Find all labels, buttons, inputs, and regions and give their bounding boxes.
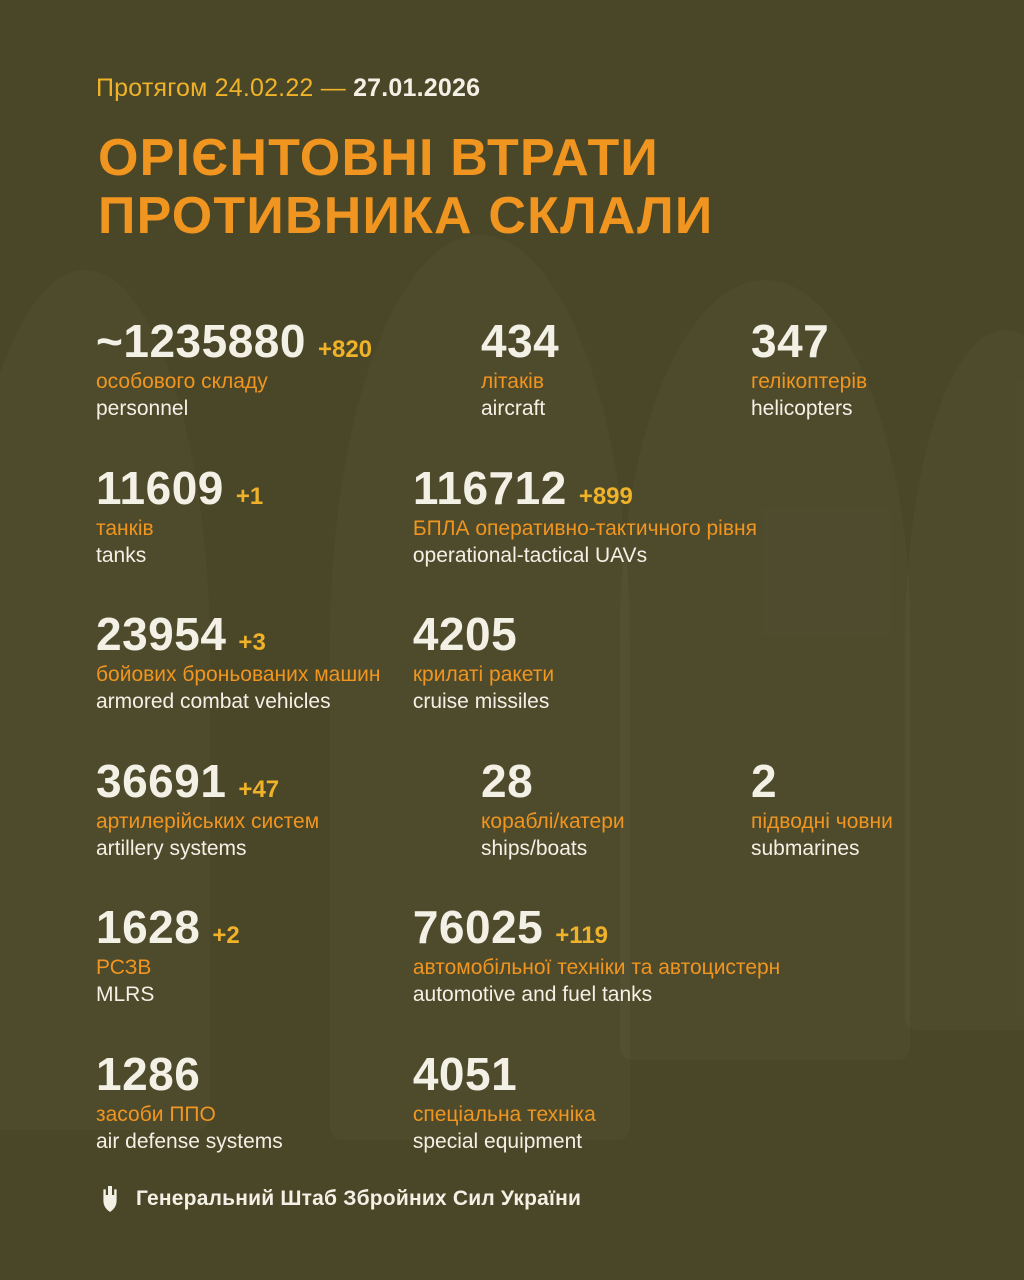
stat-item-automotive bbox=[412, 901, 956, 1009]
stat-label-ua: танків bbox=[96, 516, 154, 540]
stat-delta: +820 bbox=[317, 336, 373, 363]
stat-label-en: MLRS bbox=[96, 983, 155, 1007]
stat-label-ua: літаків bbox=[481, 370, 544, 393]
stat-value-line bbox=[96, 315, 481, 367]
stat-label-ua: спеціальна техніка bbox=[412, 1102, 596, 1126]
stats-row bbox=[96, 315, 956, 423]
stat-value: 28 bbox=[481, 754, 534, 807]
stat-value-line bbox=[96, 901, 413, 953]
stat-label-en: helicopters bbox=[751, 397, 853, 421]
stat-value: 347 bbox=[751, 315, 830, 367]
stat-label-en: air defense systems bbox=[96, 1129, 283, 1153]
stat-item-submarines bbox=[751, 754, 956, 863]
period-dash: — bbox=[320, 74, 346, 102]
stat-label-en: ships/boats bbox=[481, 836, 588, 860]
stat-label-en: tanks bbox=[96, 543, 147, 567]
stats-row bbox=[96, 754, 956, 863]
stat-label-ua: автомобільної техніки та автоцистерн bbox=[412, 956, 781, 979]
stat-value-line bbox=[412, 1047, 956, 1100]
stat-value: ~1235880 bbox=[96, 315, 306, 367]
page-title-line-2: ПРОТИВНИКА СКЛАЛИ bbox=[98, 187, 714, 246]
stat-delta: +47 bbox=[238, 775, 280, 803]
stat-item-aircraft bbox=[481, 315, 751, 423]
stat-value-line bbox=[481, 315, 751, 367]
stat-value-line bbox=[481, 754, 751, 807]
footer bbox=[100, 1186, 581, 1212]
stat-value-line bbox=[96, 1047, 413, 1100]
stat-label-en: automotive and fuel tanks bbox=[412, 983, 653, 1007]
stat-label-en: operational-tactical UAVs bbox=[412, 543, 648, 567]
stat-label-ua: кораблі/катери bbox=[481, 809, 625, 833]
stat-item-helicopters bbox=[751, 315, 956, 423]
stat-item-artillery bbox=[96, 754, 481, 863]
stat-value-line bbox=[412, 461, 956, 514]
stat-delta: +899 bbox=[578, 482, 633, 510]
stat-value-line bbox=[412, 901, 956, 953]
stat-value-line bbox=[751, 754, 956, 807]
period-end: 27.01.2026 bbox=[353, 74, 481, 102]
stat-label-en: cruise missiles bbox=[412, 690, 550, 714]
stat-label-en: submarines bbox=[751, 836, 860, 860]
page-title-line-1: ОРІЄНТОВНІ ВТРАТИ bbox=[98, 129, 659, 187]
stat-item-air-defense bbox=[96, 1047, 413, 1156]
stat-label-ua: підводні човни bbox=[751, 809, 893, 833]
stat-value: 2 bbox=[751, 754, 778, 807]
stat-value: 23954 bbox=[96, 608, 227, 660]
stat-value: 4205 bbox=[412, 608, 518, 660]
stat-delta: +2 bbox=[212, 922, 240, 949]
stat-value-line bbox=[751, 315, 956, 367]
stat-item-special-equipment bbox=[412, 1047, 956, 1156]
stats-row bbox=[96, 1047, 956, 1156]
stat-value: 1628 bbox=[96, 901, 201, 953]
stat-value: 36691 bbox=[96, 754, 227, 807]
stat-item-tanks bbox=[96, 461, 413, 570]
stat-value-line bbox=[96, 608, 413, 660]
stat-value-line bbox=[412, 608, 956, 660]
stat-item-mlrs bbox=[96, 901, 413, 1009]
stat-item-personnel bbox=[96, 315, 481, 423]
stat-label-ua: засоби ППО bbox=[96, 1102, 216, 1126]
trident-icon bbox=[100, 1186, 120, 1212]
stat-label-ua: артилерійських систем bbox=[96, 809, 320, 833]
page-title bbox=[98, 129, 934, 245]
stat-value: 1286 bbox=[96, 1047, 201, 1100]
stats-row bbox=[96, 901, 956, 1009]
stats-row bbox=[96, 608, 956, 716]
stat-item-ships bbox=[481, 754, 751, 863]
stat-label-ua: БПЛА оперативно-тактичного рівня bbox=[412, 516, 757, 540]
period-line bbox=[96, 74, 934, 103]
stat-value: 11609 bbox=[96, 461, 224, 514]
stat-label-ua: гелікоптерів bbox=[751, 370, 868, 393]
stat-label-ua: особового складу bbox=[96, 370, 268, 393]
stat-value-line bbox=[96, 461, 413, 514]
stat-value: 76025 bbox=[412, 901, 544, 953]
stat-item-cruise-missiles bbox=[412, 608, 956, 716]
stat-label-en: special equipment bbox=[412, 1129, 583, 1153]
stat-delta: +3 bbox=[238, 629, 266, 656]
stat-value: 116712 bbox=[412, 461, 567, 514]
stats-row bbox=[96, 461, 956, 570]
stat-label-en: personnel bbox=[96, 397, 189, 421]
stat-label-en: armored combat vehicles bbox=[96, 690, 331, 714]
stat-label-en: aircraft bbox=[481, 397, 546, 421]
stat-label-en: artillery systems bbox=[96, 836, 247, 860]
stat-label-ua: бойових броньованих машин bbox=[96, 663, 381, 686]
stat-label-ua: РСЗВ bbox=[96, 956, 152, 979]
footer-label: Генеральний Штаб Збройних Сил України bbox=[136, 1187, 582, 1210]
stat-item-uavs bbox=[412, 461, 956, 570]
stat-delta: +119 bbox=[555, 922, 608, 949]
stat-value: 434 bbox=[481, 315, 560, 367]
stat-delta: +1 bbox=[235, 482, 264, 510]
stat-item-armored-vehicles bbox=[96, 608, 413, 716]
stat-label-ua: крилаті ракети bbox=[412, 663, 555, 686]
stat-value: 4051 bbox=[412, 1047, 518, 1100]
period-start: Протягом 24.02.22 bbox=[96, 74, 314, 102]
losses-stats-grid bbox=[96, 315, 956, 1197]
stat-value-line bbox=[96, 754, 481, 807]
